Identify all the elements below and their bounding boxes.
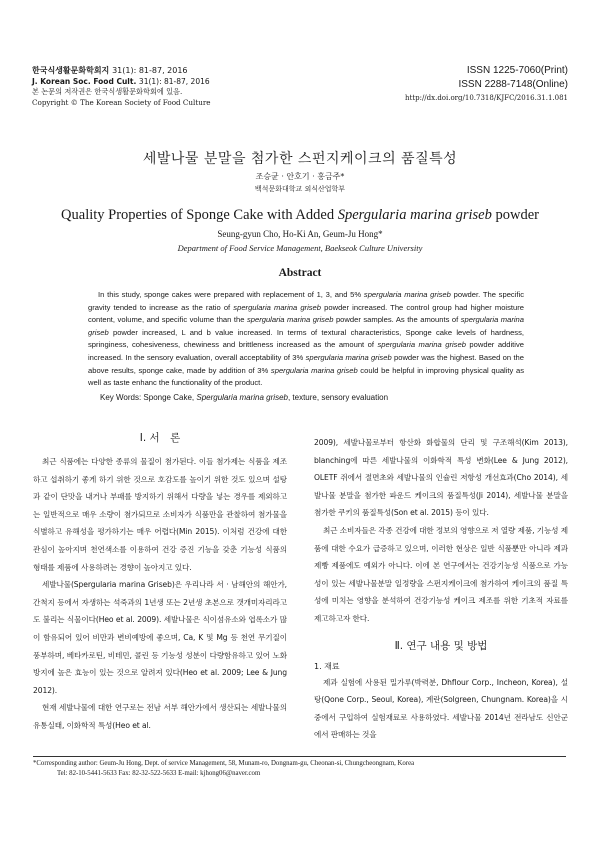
affiliation-english: Department of Food Service Management, Baekseok Culture University xyxy=(177,243,423,253)
footnote xyxy=(33,759,573,779)
left-column xyxy=(33,430,287,735)
paragraph: 최근 식품에는 다양한 종류의 물질이 첨가된다. 이들 첨가제는 식품을 제조하고 섭취하기 좋게 하기 위한 것으로 호감도를 높이기 위한 것도 있으며 설탕과 같이 단맛을 내거나 부패를 방지하기 위해서 다량을 넣는 경우를 제외하고는 일반적으로 매우 소량이 첨가되므로 소비자가 식품만을 관찰하여 첨가물을 식별하고 유해성을 평가하기는 매우 어렵다(Min 2015). 이처럼 건강에 대한 관심이 높아지며 천연색소를 이용하여 건강 증진 기능을 갖춘 기능성 식품의 형태를 제품에 사용하려는 경향이 높아지고 있다. xyxy=(33,457,287,572)
authors-english: Seung-gyun Cho, Ho-Ki An, Geum-Ju Hong* xyxy=(217,229,383,239)
keywords: Key Words: Sponge Cake, Spergularia marina griseb, texture, sensory evaluation xyxy=(100,393,389,402)
paragraph: 제과 실험에 사용된 밀가루(박력분, Dhflour Corp., Incheon, Korea), 설탕(Qone Corp., Seoul, Korea), 계란(Solgreen, Chungnam. Korea)을 시중에서 구입하여 실험재료로 사용하였다. 세발나물 2014년 전라남도 신안군에서 판매하는 것을 xyxy=(314,677,568,740)
abstract-heading: Abstract xyxy=(278,267,322,279)
journal-volume-ko: 31(1): 81-87, 2016 xyxy=(112,66,188,75)
corresponding-author: *Corresponding author: Geum-Ju Hong, Dept. of service Management, 58, Munam-ro, Dongnam-gu, Cheonan-si, Chungcheongnam, Korea xyxy=(33,760,415,767)
doi-link[interactable]: http://dx.doi.org/10.7318/KJFC/2016.31.1.081 xyxy=(404,94,568,102)
copyright-en: Copyright © The Korean Society of Food Culture xyxy=(32,97,211,107)
journal-info xyxy=(32,66,211,108)
section-heading-methods: Ⅱ. 연구 내용 및 방법 xyxy=(394,639,488,652)
title-english: Quality Properties of Sponge Cake with Added Spergularia marina griseb powder xyxy=(61,207,539,223)
contact-info: Tel: 82-10-5441-5633 Fax: 82-32-522-5633 E-mail: kjhong06@naver.com xyxy=(57,770,261,777)
paragraph: 현재 세발나물에 대한 연구로는 전남 서부 해안가에서 생산되는 세발나물의 유통실태, 이화학적 특성(Heo et al. xyxy=(33,703,287,730)
right-column xyxy=(314,434,568,744)
journal-name-en: J. Korean Soc. Food Cult. xyxy=(32,76,137,86)
affiliation-korean: 백석문화대학교 외식산업학부 xyxy=(254,185,346,193)
subsection-heading-materials: 1. 재료 xyxy=(314,661,340,671)
copyright-ko: 본 논문의 저작권은 한국식생활문화학회에 있음. xyxy=(32,87,183,96)
title-korean: 세발나물 분말을 첨가한 스펀지케이크의 품질특성 xyxy=(142,151,458,167)
abstract-body: In this study, sponge cakes were prepared with replacement of 1, 3, and 5% spergularia marina griseb powder. The specific gravity tended to increase as the ratio of spergularia marina griseb powder increased. The control group had higher moisture content, volume, and specific volume than the spergularia marina griseb powder samples. As the amounts of spergularia marina griseb powder increased, L and b value increased. In terms of textural characteristics, Sponge cake levels of hardness, springiness, cohesiveness, chewiness and brittleness increased as the amount of spergularia marina griseb powder additive increased. In the sensory evaluation, overall acceptability of 3% spergularia marina griseb powder was the highest. Based on the above results, sponge cake, made by addition of 3% spergularia marina griseb could be helpful in improving physical quality as well as taste enhanc the functionality of the product. xyxy=(88,290,525,388)
issn-block xyxy=(405,64,568,104)
issn-online: ISSN 2288-7148(Online) xyxy=(458,79,568,90)
journal-volume-en: 31(1): 81-87, 2016 xyxy=(138,76,210,86)
section-heading-introduction: Ⅰ. 서 론 xyxy=(139,432,181,444)
authors-korean: 조승균 · 안호기 · 홍금주* xyxy=(255,172,345,181)
paragraph: 최근 소비자들은 각종 건강에 대한 정보의 영향으로 저 열량 제품, 기능성 제품에 대한 수요가 급증하고 있으며, 이러한 현상은 일반 식품뿐만 아니라 제과제빵 제품에도 예외가 아니다. 이에 본 연구에서는 건강기능성 식품으로 가능성이 있는 세발나물분말 일정량을 스펀지케이크에 첨가하여 케이크의 품질 특성에 미치는 영향을 분석하여 건강기능성 케이크 제조를 위한 기초적 자료를 제고하고자 한다. xyxy=(314,525,568,623)
paragraph: 세발나물(Spergularia marina Griseb)은 우리나라 서 · 남해안의 해안가, 간척지 등에서 자생하는 석죽과의 1년생 또는 2년생 초본으로 갯개미자리라고도 불리는 식물이다(Heo et al. 2009). 세발나물은 식이섬유소와 엽록소가 많이 함유되어 있어 비만과 변비예방에 좋으며, Ca, K 및 Mg 등 천연 무기질이 풍부하며, 베타카로틴, 비테민, 콜린 등 기능성 성분이 다량함유하고 있어 노화방지에 높은 효능이 있는 것으로 알려져 있다(Heo et al. 2009; Lee & Jung 2012). xyxy=(33,580,287,695)
journal-name-ko: 한국식생활문화학회지 xyxy=(32,66,110,75)
paragraph: 2009), 세발나물로부터 항산화 화합물의 단리 및 구조해석(Kim 2013), blanching에 따른 세발나물의 이화학적 특성 변화(Lee & Jung 2012), OLETF 쥐에서 절면초와 세발나물의 인슐린 저항성 개선효과(Cho 2014), 세발나물 분말을 첨가한 파운드 케이크의 품질특성(Ji 2014), 세발나물 분말을 첨가한 쿠키의 품질특성(Son et al. 2015) 등이 있다. xyxy=(314,438,568,518)
issn-print: ISSN 1225-7060(Print) xyxy=(466,65,568,76)
footnote-divider xyxy=(33,756,566,757)
